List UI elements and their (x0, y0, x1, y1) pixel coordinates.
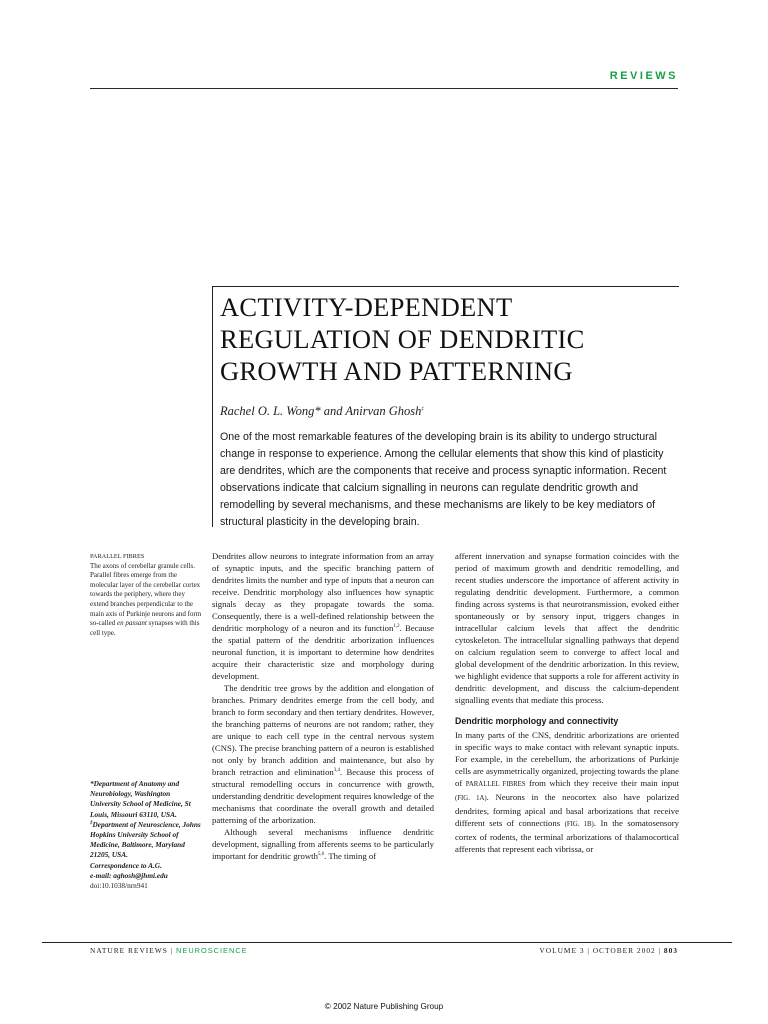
footer-rule (42, 942, 732, 943)
title-line: GROWTH AND PATTERNING (220, 356, 573, 386)
paragraph: afferent innervation and synapse formation coincides with the period of maximum growth and dendritic remodelling, and recent studies underscore the importance of afferent activity in regulating dendritic development. Furthermore, a common finding across systems is that neurotransmission, evoked either spontaneously or by sensory input, triggers changes in intracellular calcium levels that affect the dendritic cytoskeleton. The intracellular signalling pathways that depend on calcium regulation seem to converge to affect local and global development of the dendritic arborization. In this review, we highlight evidence that supports a role for afferent activity in dendritic development, and discuss the calcium-dependent signalling events that mediate this process. (455, 551, 679, 705)
page-number: 803 (663, 946, 678, 955)
section-label: REVIEWS (609, 70, 678, 82)
footer-journal (90, 946, 248, 955)
body-column-2 (455, 550, 679, 855)
footer-volume (480, 946, 678, 955)
title-line: ACTIVITY-DEPENDENT (220, 292, 513, 322)
correspondence: Correspondence to A.G. (90, 860, 162, 870)
glossary-term: PARALLEL FIBRES (90, 553, 145, 560)
volume-info: VOLUME 3 | OCTOBER 2002 | (539, 946, 662, 955)
citation: 1,2 (393, 624, 400, 630)
journal-subject: NEUROSCIENCE (176, 946, 248, 955)
abstract: One of the most remarkable features of the developing brain is its ability to undergo structural change in response to experience. Among the cellular elements that show this kind of plasticity are dendrites, which are the components that receive and process synaptic information. Recent observations indicate that calcium signalling in neurons can regulate dendritic growth and remodelling by several mechanisms, and these mechanisms are likely to be key mediators of structural plasticity in the developing brain. (220, 431, 667, 528)
text: . Because this process of structural remodelling occurs in concurrence with growth, understanding dendritic development requires knowledge of the mechanisms that coordinate the overall growth and detailed patterning of the arborization. (212, 767, 434, 825)
glossary-definition (90, 562, 202, 639)
body-column-1 (212, 550, 434, 862)
affiliation-mark: ‡ (90, 820, 93, 826)
definition-italic: en passant (117, 619, 147, 628)
text: The dendritic tree grows by the addition and elongation of branches. Primary dendrites emerge from the cell body, and branch to form secondary and then tertiary dendrites. However, the branching patterns of neurons are not random; rather, they are unique to each cell type in the central nervous system (CNS). The precise branching pattern of a neuron is established not only by branch addition and maintenance, but also by branch retraction and elimination (212, 683, 434, 777)
affiliation-2 (90, 820, 202, 861)
text: . Because the spatial pattern of the dendritic arborization influences neuronal function, it is important to determine how dendrites acquire their characteristic size and morphology during development. (212, 623, 434, 681)
citation: 3,4 (333, 768, 341, 774)
author-line (220, 404, 675, 419)
affiliation-2-text: Department of Neuroscience, Johns Hopkins University School of Medicine, Baltimore, Maryland 21205, USA. (90, 819, 201, 860)
text: . In the somatosensory cortex of rodents, the terminal arborizations of thalamocortical afferents that represent each vibrissa, or (455, 818, 680, 854)
glossary-link[interactable]: PARALLEL FIBRES (465, 781, 526, 788)
text: from which they receive their main input (529, 778, 680, 788)
text: Dendrites allow neurons to integrate information from an array of synaptic inputs, and the specific branching pattern of dendrites limits the number and type of inputs that a neuron can receive. Dendritic morphology also influences how synaptic signals decay as they propagate towards the soma. Consequently, there is a well-defined relationship between the dendritic morphology of a neuron and its function (212, 551, 434, 633)
section-heading: Dendritic morphology and connectivity (455, 716, 619, 726)
paragraph (212, 682, 434, 826)
email[interactable]: e-mail: aghosh@jhmi.edu (90, 870, 168, 880)
authors: Rachel O. L. Wong* and Anirvan Ghosh (220, 404, 422, 418)
text: . The timing of (324, 851, 377, 861)
figure-ref[interactable]: (FIG. 1A) (455, 795, 487, 802)
affiliation-1: *Department of Anatomy and Neurobiology, Washington University School of Medicine, St Louis, Missouri 63110, USA. (90, 779, 191, 819)
glossary-sidebar (90, 552, 202, 638)
paragraph (212, 826, 434, 862)
copyright: © 2002 Nature Publishing Group (324, 1002, 444, 1011)
header-rule (90, 88, 678, 89)
citation: 5,6 (317, 852, 325, 858)
affiliations (90, 779, 202, 891)
text: In many parts of the CNS, dendritic arborizations are oriented in specific ways to make contact with relevant synaptic inputs. For example, in the cerebellum, the arborizations of Purkinje cells are asymmetrically organized, projecting towards the plane of (455, 730, 679, 788)
definition-text: The axons of cerebellar granule cells. Parallel fibres emerge from the molecular layer of the cerebellar cortex towards the periphery, where they extend branches perpendicular to the main axis of Purkinje neurons and form so-called (90, 561, 202, 628)
paragraph (455, 729, 679, 855)
title-line: REGULATION OF DENDRITIC (220, 324, 585, 354)
author-mark: ‡ (421, 406, 424, 412)
text: Although several mechanisms influence dendritic development, signalling from afferents seems to be particularly important for dendritic growth (212, 827, 434, 861)
figure-ref[interactable]: (FIG. 1B) (564, 821, 594, 828)
text: . Neurons in the neocortex also have polarized dendrites, forming apical and basal arborizations that receive different sets of connections (455, 792, 679, 828)
definition-text: synapses with this cell type. (90, 619, 200, 637)
doi: doi:10.1038/nrn941 (90, 881, 148, 891)
separator: | (170, 946, 174, 955)
journal-name: NATURE REVIEWS (90, 946, 168, 955)
paragraph (212, 550, 434, 682)
article-title (220, 291, 675, 387)
